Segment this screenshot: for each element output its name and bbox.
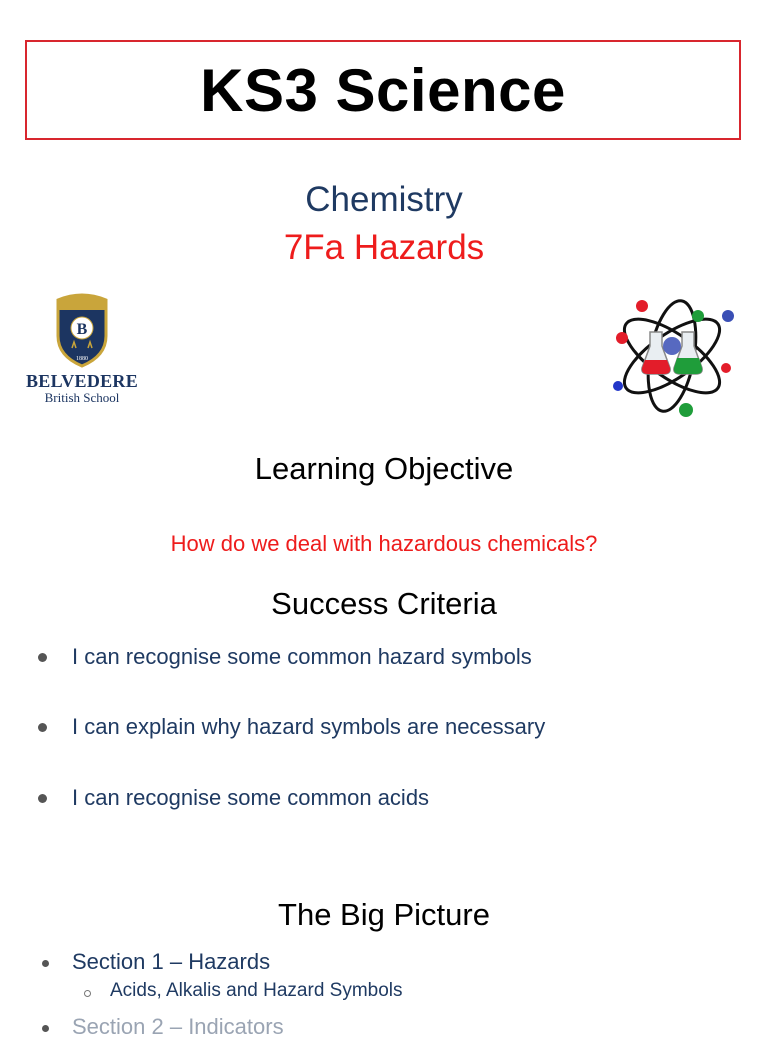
- success-criteria-heading: Success Criteria: [271, 586, 497, 621]
- section-label: Section 2 – Indicators: [72, 1014, 284, 1039]
- bullet-icon: [38, 723, 47, 732]
- crest-year: 1880: [76, 356, 88, 362]
- bullet-icon: [42, 1025, 49, 1032]
- hollow-bullet-icon: [84, 990, 91, 997]
- bullet-icon: [38, 794, 47, 803]
- atom-flask-icon: [606, 294, 738, 420]
- big-picture-heading: The Big Picture: [278, 897, 490, 932]
- bullet-icon: [38, 653, 47, 662]
- sub-section-label: Acids, Alkalis and Hazard Symbols: [110, 980, 403, 1001]
- learning-objective-question: How do we deal with hazardous chemicals?: [170, 531, 598, 556]
- section-label: Section 1 – Hazards: [72, 949, 271, 974]
- learning-objective-heading: Learning Objective: [254, 451, 514, 486]
- criteria-text: I can explain why hazard symbols are necessary: [72, 714, 546, 739]
- criteria-text: I can recognise some common acids: [72, 785, 430, 810]
- criteria-text: I can recognise some common hazard symbols: [72, 644, 532, 669]
- chemistry-logo: [606, 294, 738, 420]
- bullet-icon: [42, 960, 49, 967]
- school-name: BELVEDERE: [25, 371, 139, 391]
- page-title: KS3 Science: [200, 56, 566, 124]
- school-subname: British School: [44, 390, 120, 405]
- school-crest-icon: [14, 288, 150, 368]
- subject-label: Chemistry: [305, 180, 463, 219]
- crest-letter: B: [76, 321, 88, 338]
- title-box: [25, 40, 741, 140]
- topic-label: 7Fa Hazards: [283, 228, 485, 267]
